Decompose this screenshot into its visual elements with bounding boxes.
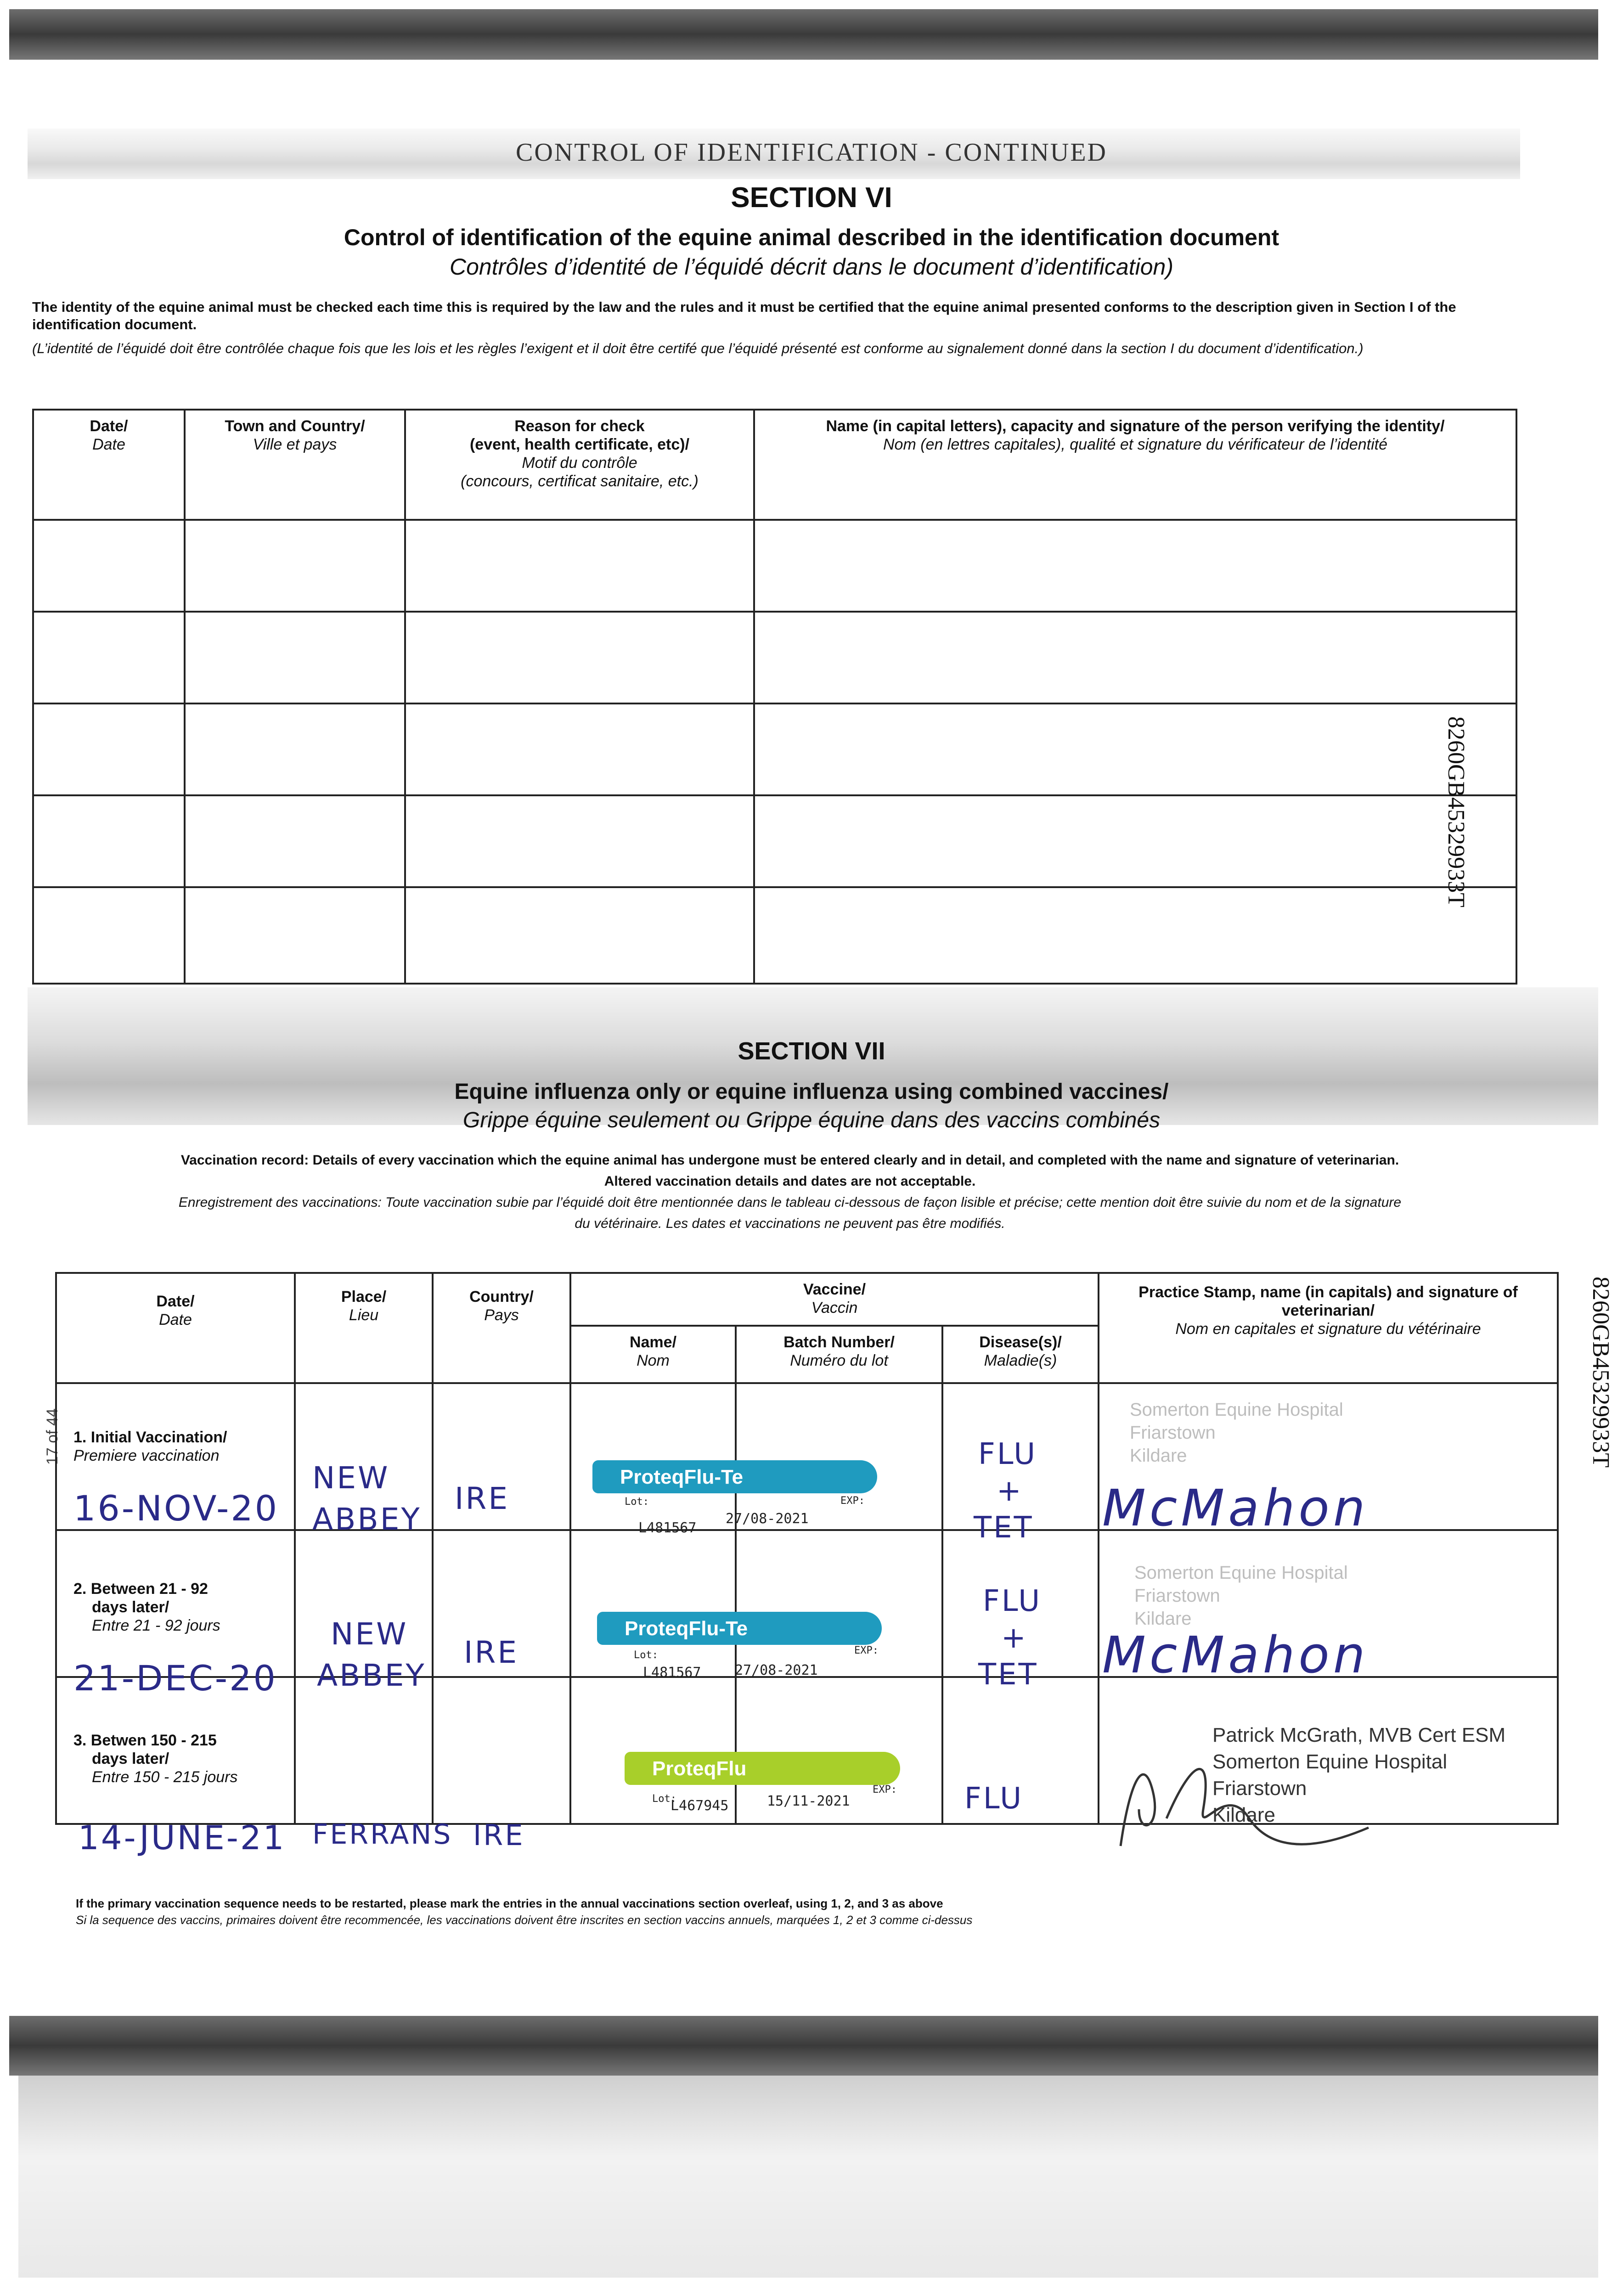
id-header-date: Date/ Date — [33, 410, 185, 520]
vac-header-vaccine: Vaccine/ Vaccin — [570, 1273, 1099, 1326]
vac-header-country: Country/ Pays — [433, 1273, 570, 1383]
table-cell — [736, 1383, 942, 1530]
table-cell — [405, 703, 754, 795]
row3-vaccine-sticker: ProteqFlu — [625, 1752, 900, 1785]
table-cell — [33, 520, 185, 612]
row1-disease-1: FLU — [978, 1437, 1037, 1471]
row2-place-line1: NEW — [331, 1616, 408, 1652]
table-cell — [295, 1677, 433, 1824]
row1-expiry: 27/08-2021 — [726, 1511, 809, 1527]
vaccination-record-text-fr: Enregistrement des vaccinations: Toute vaccination subie par l’équidé doit être mentionnée dans le tableau ci-dessous de façon lisible et précise; cette mention doit être suivie du nom et de la signature — [178, 1195, 1402, 1210]
table-cell — [33, 887, 185, 984]
section6-title: SECTION VI — [731, 182, 892, 214]
vac-header-place: Place/ Lieu — [295, 1273, 433, 1383]
row3-signature-scribble — [1111, 1727, 1387, 1864]
id-header-reason: Reason for check (event, health certificate, etc)/ Motif du contrôle (concours, certificat sanitaire, etc.) — [405, 410, 754, 520]
table-cell — [433, 1677, 570, 1824]
table-cell — [754, 703, 1516, 795]
table-cell — [754, 520, 1516, 612]
row2-lot-label: Lot: — [634, 1649, 658, 1661]
vac-header-stamp: Practice Stamp, name (in capitals) and signature of veterinarian/ Nom en capitales et signature du vétérinaire — [1099, 1273, 1558, 1383]
scan-bottom-bar — [9, 2016, 1598, 2076]
intro-text-fr: (L’identité de l’équidé doit être contrôlée chaque fois que les lois et les règles l’exigent et il doit être certifé que l’équidé présenté est conforme au signalement donné dans la section I du document d’identification.) — [32, 340, 1364, 356]
banner-title: CONTROL OF IDENTIFICATION - CONTINUED — [516, 138, 1107, 167]
row1-stamp: Somerton Equine Hospital Friarstown Kildare — [1130, 1400, 1343, 1466]
identification-table — [32, 409, 1517, 985]
row2-place-line2: ABBEY — [317, 1658, 426, 1693]
row2-country: IRE — [464, 1635, 519, 1670]
table-cell — [405, 887, 754, 984]
row3-date: 14-JUNE-21 — [78, 1818, 286, 1857]
row1-exp-label: EXP: — [840, 1495, 865, 1507]
row2-date: 21-DEC-20 — [73, 1658, 277, 1699]
row1-disease-2: + — [997, 1474, 1023, 1508]
scan-bottom-shadow — [18, 2076, 1598, 2278]
table-cell — [570, 1383, 736, 1530]
table-cell — [405, 612, 754, 703]
footer-note-fr: Si la sequence des vaccins, primaires doivent être recommencée, les vaccinations doivent être inscrites en section vaccins annuels, marquées 1, 2 et 3 comme ci-dessus — [76, 1913, 973, 1927]
section6-subtitle: Control of identification of the equine animal described in the identification document — [344, 225, 1279, 250]
vaccination-record-text-fr-2: du vétérinaire. Les dates et vaccinations ne peuvent pas être modifiés. — [575, 1216, 1005, 1231]
side-code-lower: 8260GB45329933T — [1588, 1277, 1614, 1468]
row1-country: IRE — [455, 1481, 510, 1516]
table-cell — [185, 612, 405, 703]
row2-disease-2: + — [1001, 1621, 1028, 1655]
row2-exp-label: EXP: — [854, 1645, 879, 1656]
table-cell — [736, 1530, 942, 1677]
scan-top-bar — [9, 9, 1598, 60]
table-cell — [33, 612, 185, 703]
page-number: 17 of 44 — [44, 1408, 61, 1465]
vac-header-name: Name/ Nom — [570, 1326, 736, 1383]
row1-date: 16-NOV-20 — [73, 1488, 279, 1529]
row3-disease: FLU — [964, 1782, 1024, 1816]
table-cell — [33, 703, 185, 795]
row3-stamp: Patrick McGrath, MVB Cert ESM Somerton Equine Hospital Friarstown Kildare — [1212, 1724, 1506, 1826]
id-header-name: Name (in capital letters), capacity and signature of the person verifying the identity/ Nom (en lettres capitales), qualité et signature du vérificateur de l’identité — [754, 410, 1516, 520]
row1-vaccine-sticker: ProteqFlu-Te — [592, 1460, 877, 1493]
vac-header-disease: Disease(s)/ Maladie(s) — [942, 1326, 1099, 1383]
vac-header-date: Date/ Date — [56, 1273, 295, 1383]
row2-disease-3: TET — [978, 1658, 1038, 1692]
row3-label: 3. Betwen 150 - 215 days later/ Entre 150 - 215 jours — [73, 1732, 238, 1786]
table-cell — [185, 887, 405, 984]
row2-disease-1: FLU — [983, 1584, 1042, 1618]
side-code-upper: 8260GB45329933T — [1443, 716, 1469, 907]
section7-title: SECTION VII — [738, 1037, 885, 1065]
table-cell — [185, 703, 405, 795]
row2-label: 2. Between 21 - 92 days later/ Entre 21 - 92 jours — [73, 1580, 220, 1634]
section7-subtitle-fr: Grippe équine seulement ou Grippe équine dans des vaccins combinés — [462, 1108, 1161, 1132]
table-cell — [754, 612, 1516, 703]
vaccination-record-text: Vaccination record: Details of every vaccination which the equine animal has undergone must be entered clearly and in detail, and completed with the name and signature of veterinarian. — [180, 1153, 1399, 1168]
row3-expiry: 15/11-2021 — [767, 1793, 850, 1809]
row2-lot: L481567 — [643, 1665, 701, 1681]
row3-lot: L467945 — [671, 1798, 729, 1814]
row1-label: 1. Initial Vaccination/ Premiere vaccination — [73, 1429, 227, 1464]
row3-lot-label: Lot: — [652, 1793, 676, 1805]
row1-place-line1: NEW — [312, 1460, 390, 1496]
table-cell — [405, 520, 754, 612]
intro-text: The identity of the equine animal must be checked each time this is required by the law and the rules and it must be certified that the equine animal presented conforms to the description given in Section I of the identification document. — [32, 299, 1456, 332]
row2-signature: McMahon — [1102, 1626, 1369, 1684]
row2-vaccine-sticker: ProteqFlu-Te — [597, 1612, 882, 1645]
footer-note: If the primary vaccination sequence needs to be restarted, please mark the entries in the annual vaccinations section overleaf, using 1, 2, and 3 as above — [76, 1896, 943, 1910]
id-header-town: Town and Country/ Ville et pays — [185, 410, 405, 520]
row3-place: FERRANS — [312, 1818, 453, 1851]
row1-place-line2: ABBEY — [312, 1502, 422, 1537]
section7-subtitle: Equine influenza only or equine influenza using combined vaccines/ — [454, 1080, 1169, 1104]
section6-subtitle-fr: Contrôles d’identité de l’équidé décrit dans le document d’identification) — [450, 254, 1173, 280]
row3-exp-label: EXP: — [873, 1784, 897, 1795]
table-cell — [295, 1530, 433, 1677]
row1-disease-3: TET — [974, 1511, 1034, 1545]
row3-country: IRE — [473, 1818, 525, 1852]
row1-lot-label: Lot: — [625, 1496, 649, 1508]
table-cell — [33, 795, 185, 887]
vaccination-record-text-2: Altered vaccination details and dates are not acceptable. — [604, 1174, 976, 1189]
table-cell — [405, 795, 754, 887]
table-cell — [754, 795, 1516, 887]
vac-header-batch: Batch Number/ Numéro du lot — [736, 1326, 942, 1383]
row2-expiry: 27/08-2021 — [735, 1662, 818, 1678]
row1-signature: McMahon — [1102, 1479, 1369, 1537]
table-cell — [185, 520, 405, 612]
row1-lot: L481567 — [638, 1520, 697, 1536]
row2-stamp: Somerton Equine Hospital Friarstown Kildare — [1134, 1563, 1348, 1629]
table-cell — [754, 887, 1516, 984]
table-cell — [185, 795, 405, 887]
